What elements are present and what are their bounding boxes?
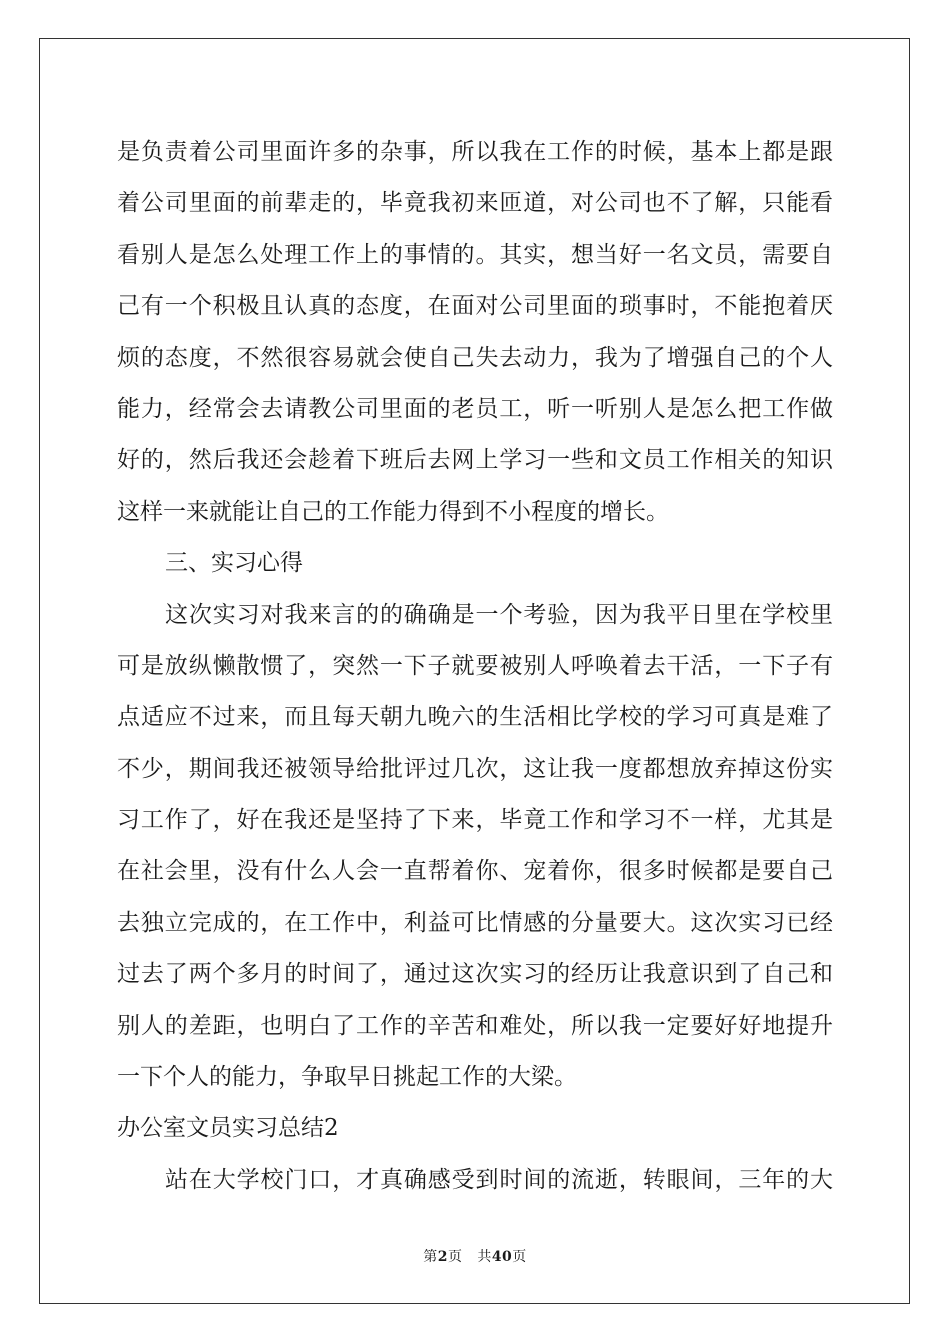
text-line: 不少，期间我还被领导给批评过几次，这让我一度都想放弃掉这份实 xyxy=(117,755,833,782)
text-line: 着公司里面的前辈走的，毕竟我初来匝道，对公司也不了解，只能看 xyxy=(117,190,833,217)
text-line: 看别人是怎么处理工作上的事情的。其实，想当好一名文员，需要自 xyxy=(117,241,833,268)
text-line: 这样一来就能让自己的工作能力得到不小程度的增长。 xyxy=(117,498,669,525)
page-footer xyxy=(0,1246,950,1266)
text-line: 能力，经常会去请教公司里面的老员工，听一听别人是怎么把工作做 xyxy=(117,395,833,422)
text-line: 点适应不过来，而且每天朝九晚六的生活相比学校的学习可真是难了 xyxy=(117,704,833,731)
section-heading: 三、实习心得 xyxy=(165,550,303,577)
page-number: 2 xyxy=(437,1249,448,1265)
total-prefix: 共 xyxy=(477,1249,492,1265)
total-pages: 40 xyxy=(491,1249,513,1265)
text-line: 一下个人的能力，争取早日挑起工作的大梁。 xyxy=(117,1064,577,1091)
text-line: 别人的差距，也明白了工作的辛苦和难处，所以我一定要好好地提升 xyxy=(117,1012,833,1039)
document-body xyxy=(117,127,833,1206)
paragraph-first-line: 这次实习对我来言的的确确是一个考验，因为我平日里在学校里 xyxy=(165,601,833,628)
total-suffix: 页 xyxy=(512,1249,527,1265)
text-line: 可是放纵懒散惯了，突然一下子就要被别人呼唤着去干活，一下子有 xyxy=(117,652,833,679)
article-title: 办公室文员实习总结2 xyxy=(117,1115,339,1142)
text-line: 好的，然后我还会趁着下班后去网上学习一些和文员工作相关的知识 xyxy=(117,447,833,474)
text-line: 过去了两个多月的时间了，通过这次实习的经历让我意识到了自己和 xyxy=(117,961,833,988)
text-line: 烦的态度，不然很容易就会使自己失去动力，我为了增强自己的个人 xyxy=(117,344,833,371)
text-line: 习工作了，好在我还是坚持了下来，毕竟工作和学习不一样，尤其是 xyxy=(117,807,833,834)
text-line: 去独立完成的，在工作中，利益可比情感的分量要大。这次实习已经 xyxy=(117,909,833,936)
text-line: 己有一个积极且认真的态度，在面对公司里面的琐事时，不能抱着厌 xyxy=(117,293,833,320)
page-prefix: 第 xyxy=(423,1249,438,1265)
page-suffix: 页 xyxy=(447,1249,463,1265)
text-line: 是负责着公司里面许多的杂事，所以我在工作的时候，基本上都是跟 xyxy=(117,139,833,165)
text-line: 在社会里，没有什么人会一直帮着你、宠着你，很多时候都是要自己 xyxy=(117,858,833,885)
paragraph-first-line: 站在大学校门口，才真确感受到时间的流逝，转眼间，三年的大 xyxy=(165,1166,833,1193)
